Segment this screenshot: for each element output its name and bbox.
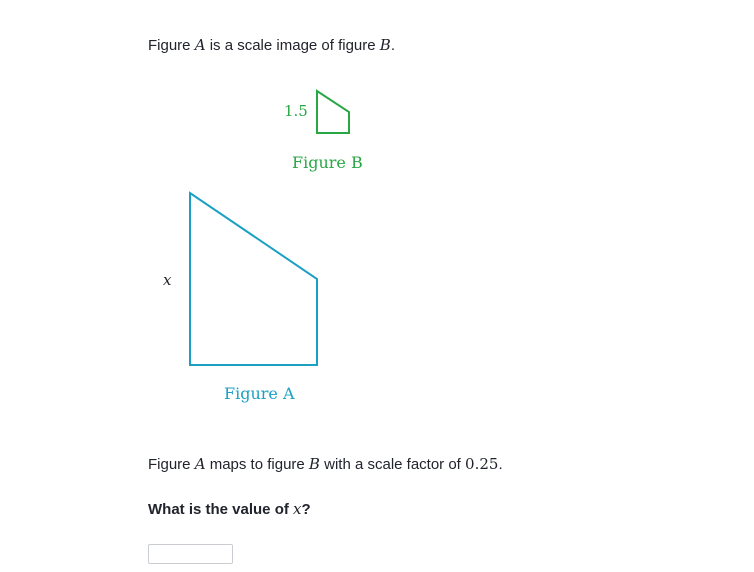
question-text-2: ? xyxy=(301,501,311,518)
scale-text-3: with a scale factor of xyxy=(319,456,466,473)
var-a: A xyxy=(194,455,206,473)
figure-b-label: Figure B xyxy=(292,153,363,172)
figure-b-side-label: 1.5 xyxy=(284,102,308,120)
figure-a-polygon xyxy=(190,193,317,365)
figure-a-label: Figure A xyxy=(224,384,295,403)
figure-a-side-label: x xyxy=(163,271,172,289)
answer-input[interactable] xyxy=(148,544,233,564)
var-b: B xyxy=(308,455,320,473)
scale-text-1: Figure xyxy=(148,456,195,473)
var-b: B xyxy=(379,36,391,54)
scale-text-4: . xyxy=(498,456,503,473)
intro-text-2: is a scale image of figure xyxy=(205,37,380,54)
scale-text-2: maps to figure xyxy=(205,456,309,473)
var-x: x xyxy=(293,500,302,518)
intro-text-3: . xyxy=(390,37,395,54)
intro-text-1: Figure xyxy=(148,37,195,54)
var-a: A xyxy=(194,36,206,54)
scale-factor: 0.25 xyxy=(465,455,499,473)
question-prompt xyxy=(148,499,311,520)
question-text-1: What is the value of xyxy=(148,501,294,518)
scale-statement xyxy=(148,454,503,475)
